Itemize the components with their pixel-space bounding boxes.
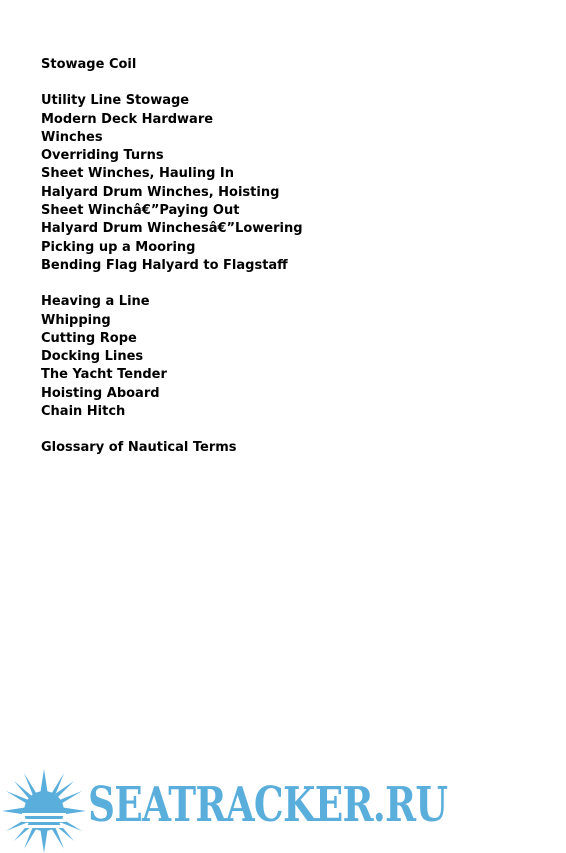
toc-item-stowage-coil[interactable]: Stowage Coil: [41, 57, 137, 72]
toc-item-sheet-winch-paying-out[interactable]: Sheet Winchâ€”Paying Out: [41, 203, 240, 219]
toc-item-picking-up-a-mooring[interactable]: Picking up a Mooring: [41, 239, 196, 255]
table-of-contents: [41, 56, 541, 476]
toc-item-utility-line-stowage[interactable]: Utility Line Stowage: [41, 93, 190, 109]
toc-item-bending-flag-halyard[interactable]: Bending Flag Halyard to Flagstaff: [41, 257, 288, 273]
toc-item-hoisting-aboard[interactable]: Hoisting Aboard: [41, 385, 160, 401]
toc-group-4: [41, 439, 541, 457]
toc-item-modern-deck-hardware[interactable]: Modern Deck Hardware: [41, 111, 214, 127]
toc-item-halyard-drum-winches-hoisting[interactable]: Halyard Drum Winches, Hoisting: [41, 184, 280, 200]
toc-group-2: [41, 92, 541, 275]
toc-item-the-yacht-tender[interactable]: The Yacht Tender: [41, 367, 167, 383]
toc-item-winches[interactable]: Winches: [41, 129, 103, 145]
toc-group-3: [41, 293, 541, 421]
toc-item-chain-hitch[interactable]: Chain Hitch: [41, 404, 126, 420]
watermark-text: SEATRACKER.RU: [88, 777, 448, 833]
toc-item-cutting-rope[interactable]: Cutting Rope: [41, 330, 137, 346]
toc-item-overriding-turns[interactable]: Overriding Turns: [41, 148, 164, 164]
toc-item-glossary[interactable]: Glossary of Nautical Terms: [41, 440, 237, 456]
sun-over-water-icon: [2, 769, 86, 853]
toc-item-sheet-winches-hauling-in[interactable]: Sheet Winches, Hauling In: [41, 166, 235, 182]
toc-group-1: [41, 56, 541, 74]
toc-item-whipping[interactable]: Whipping: [41, 312, 111, 328]
toc-item-halyard-drum-winches-lowering[interactable]: Halyard Drum Winchesâ€”Lowering: [41, 221, 303, 237]
toc-item-docking-lines[interactable]: Docking Lines: [41, 349, 144, 365]
watermark: [0, 765, 566, 850]
toc-item-heaving-a-line[interactable]: Heaving a Line: [41, 294, 150, 310]
